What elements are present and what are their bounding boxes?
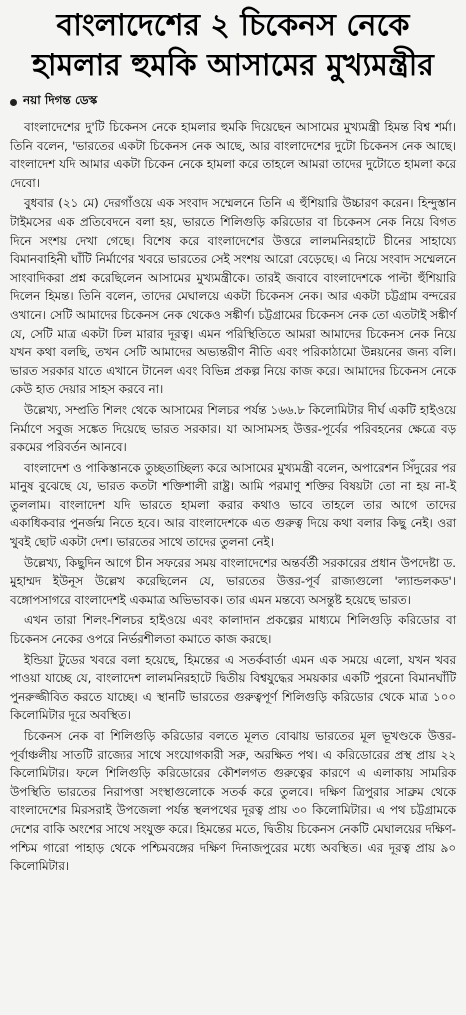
byline-text: নয়া দিগন্ত ডেস্ক: [23, 93, 98, 107]
paragraph: বাংলাদেশের দু'টি চিকেনস নেকে হামলার হুমকি দিয়েছেন আসামের মুখ্যমন্ত্রী হিমন্ত বিশ্ব শর্মা। তিনি বলেন, 'ভারতের একটা চিকেনস নেক আছে, আর বাংলাদেশের দুটো চিকেনস নেক আছে। বাংলাদেশ যদি আমার একটা চিকেন নেকে হামলা করে তাহলে আমরা তাদের দুটোতে হামলা করে দেবো।: [10, 120, 456, 190]
bullet-icon: [10, 99, 17, 106]
paragraph: ইন্ডিয়া টুডের খবরে বলা হয়েছে, হিমন্তের এ সতর্কবার্তা এমন এক সময়ে এলো, যখন খবর পাওয়া যাচ্ছে যে, বাংলাদেশ লালমনিরহাটে দ্বিতীয় বিশ্বযুদ্ধের সময়কার একটি পুরনো বিমানঘাঁটি পুনরুজ্জীবিত করতে যাচ্ছে। এ স্থানটি ভারতের গুরুত্বপূর্ণ শিলিগুড়ি করিডোর থেকে মাত্র ১০০ কিলোমিটার দূরে অবস্থিত।: [10, 652, 456, 723]
paragraph: বুধবার (২১ মে) দেরগাঁওয়ে এক সংবাদ সম্মেলনে তিনি এ হুঁশিয়ারি উচ্চারণ করেন। হিন্দুস্তান টাইমসের এক প্রতিবেদনে বলা হয়, ভারতে শিলিগুড়ি করিডোর বা চিকেনস নেক নিয়ে বিগত দিনে সংশয় দেখা গেছে। বিশেষ করে বাংলাদেশের উত্তরে লালমনিরহাটে চীনের সাহায্যে বিমানবাহিনী ঘাঁটি নির্মাণের খবরে ভারতের সেই সংশয় আরো বেড়েছে। এ নিয়ে সংবাদ সম্মেলনে সাংবাদিকরা প্রশ্ন করেছিলেন আসামের মুখ্যমন্ত্রীকে। তারই জবাবে বাংলাদেশকে পাল্টা হুঁশিয়ারি দিলেন হিমন্ত। তিনি বলেন, তাদের মেঘালয়ে একটা চিকেনস নেক। আর একটা চট্টগ্রাম বন্দরের ওখানে। সেটি আমাদের চিকেনস নেক থেকেও সঙ্কীর্ণ। চট্টগ্রামের চিকেনস নেক তো এতটাই সঙ্কীর্ণ যে, সেটি মাত্র একটা ঢিল মারার দূরত্ব। এমন পরিস্থিতিতে আমরা আমাদের চিকেনস নেক নিয়ে যখন কথা বলছি, তখন সেটি আমাদের অভ্যন্তরীণ নীতি এবং পরিকাঠামো উন্নয়নের জন্য বলি। ভারত সরকার যাতে এখানে টানেল এবং বিভিন্ন প্রকল্প নিয়ে কাজ করে। আমাদের চিকেনস নেকে কেউ হাত দেয়ার সাহস করবে না।: [10, 196, 456, 397]
paragraph: এখন তারা শিলং-শিলচর হাইওয়ে এবং কালাদান প্রকল্পের মাধ্যমে শিলিগুড়ি করিডোর বা চিকেনস নেকের ওপরে নির্ভরশীলতা কমাতে কাজ করছে।: [10, 613, 456, 647]
byline: [10, 92, 456, 112]
paragraph: বাংলাদেশ ও পাকিস্তানকে তুচ্ছতাচ্ছিল্য করে আসামের মুখ্যমন্ত্রী বলেন, অপারেশন সিঁদুরের পর মানুষ বুঝেছে যে, ভারত কতটা শক্তিশালী রাষ্ট্র। আমি পরমাণু শক্তির বিষয়টা তো না হয় না-ই তুললাম। বাংলাদেশ যদি ভারতে হামলা করার কথাও ভাবে তাহলে তার আগে তাদের একাধিকবার পুনর্জন্ম নিতে হবে। আর বাংলাদেশকে এত গুরুত্ব দিয়ে কথা বলার কিছু নেই। ওরা খুবই ছোট একটা দেশ। ভারতের সাথে তাদের তুলনা নেই।: [10, 460, 456, 550]
paragraph: উল্লেখ্য, কিছুদিন আগে চীন সফরের সময় বাংলাদেশের অন্তর্বর্তী সরকারের প্রধান উপদেষ্টা ড. মুহাম্মদ ইউনূস উল্লেখ করেছিলেন যে, ভারতের উত্তর-পূর্ব রাজ্যগুলো 'ল্যান্ডলকড'। বঙ্গোপসাগরে বাংলাদেশই একমাত্র অভিভাবক। তার এমন মন্তব্যে অসন্তুষ্ট হয়েছে ভারত।: [10, 555, 456, 607]
headline-line-2: হামলার হুমকি আসামের মুখ্যমন্ত্রীর: [32, 48, 434, 83]
headline-line-1: বাংলাদেশের ২ চিকেনস নেকে: [56, 8, 410, 43]
headline: [10, 6, 456, 86]
article-body: [10, 118, 456, 876]
paragraph: চিকেনস নেক বা শিলিগুড়ি করিডোর বলতে মূলত বোঝায় ভারতের মূল ভূখণ্ডকে উত্তর-পূর্বাঞ্চলীয় সাতটি রাজ্যের সাথে সংযোগকারী সরু, অরক্ষিত পথ। এ করিডোরের প্রস্থ প্রায় ২২ কিলোমিটার। ফলে শিলিগুড়ি করিডোরের কৌশলগত গুরুত্বের কারণে এ এলাকায় সামরিক উপস্থিতি ভারতের নিরাপত্তা সংস্থাগুলোকে সতর্ক করে তুলবে। দক্ষিণ ত্রিপুরার সাব্রুম থেকে বাংলাদেশের মিরসরাই উপজেলা পর্যন্ত স্থলপথের দূরত্ব প্রায় ৩০ কিলোমিটার। এ পথ চট্টগ্রামকে দেশের বাকি অংশের সাথে সংযুক্ত করে। হিমন্তের মতে, দ্বিতীয় চিকেনস নেকটি মেঘালয়ের দক্ষিণ-পশ্চিম গারো পাহাড় থেকে পশ্চিমবঙ্গের দক্ষিণ দিনাজপুরের মধ্যে অবস্থিত। এর দূরত্ব প্রায় ৯০ কিলোমিটার।: [10, 729, 456, 874]
paragraph: উল্লেখ্য, সম্প্রতি শিলং থেকে আসামের শিলচর পর্যন্ত ১৬৬.৮ কিলোমিটার দীর্ঘ একটি হাইওয়ে নির্মাণে সবুজ সঙ্কেত দিয়েছে ভারত সরকার। যা আসামসহ উত্তর-পূর্বের পরিবহনের ক্ষেত্রে বড় রকমের পরিবর্তন আনবে।: [10, 402, 456, 455]
